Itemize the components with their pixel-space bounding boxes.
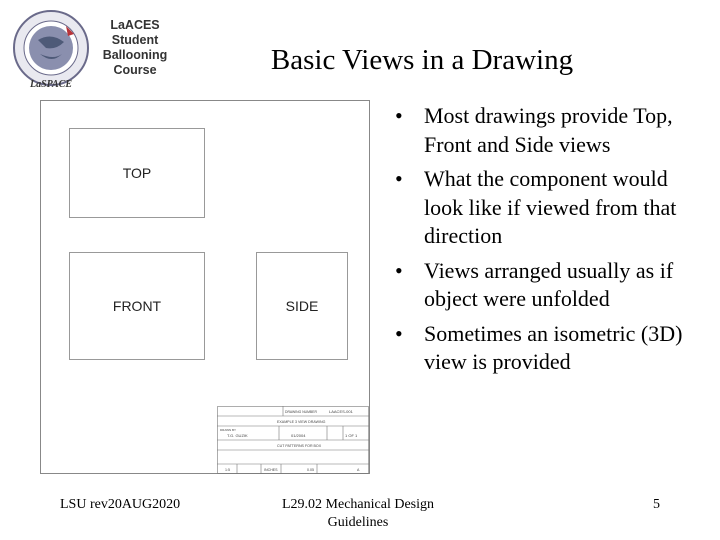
laaces-logo	[10, 8, 170, 92]
bullet-item: • What the component would look like if viewed from that direction	[392, 165, 692, 251]
size-value: A	[357, 468, 360, 472]
laspace-seal-icon	[10, 8, 92, 92]
footer-course-title: L29.02 Mechanical Design Guidelines	[281, 497, 434, 530]
front-view-label: FRONT	[112, 298, 162, 314]
tolerance-value: 0.05	[307, 468, 314, 472]
bullet-list	[392, 102, 692, 383]
title-block	[217, 406, 369, 474]
sheet-number: 1 OF 1	[345, 433, 358, 438]
drawing-title: EXAMPLE 3 VIEW DRAWING	[277, 420, 326, 424]
front-view	[69, 252, 205, 360]
drawing-number-label: DRAWING NUMBER	[285, 410, 317, 414]
bullet-item: • Sometimes an isometric (3D) view is provided	[392, 320, 692, 377]
drawing-number: LAACES-001	[329, 409, 353, 414]
logo-wordmark	[98, 18, 172, 78]
side-view	[256, 252, 348, 360]
slide-title: Basic Views in a Drawing	[270, 44, 574, 76]
scale-value: 1:5	[225, 468, 230, 472]
side-view-label: SIDE	[285, 298, 319, 314]
seal-caption: LaSPACE	[29, 79, 73, 90]
footer-revision: LSU rev20AUG2020	[60, 497, 181, 512]
material-note: CUT PATTERNS FOR BOX	[277, 444, 322, 448]
logo-line: Ballooning	[102, 48, 168, 62]
logo-line: Student	[111, 33, 159, 47]
drawn-by: T.G. GUZIK	[227, 433, 248, 438]
bullet-item: • Most drawings provide Top, Front and Side views	[392, 102, 692, 159]
logo-line: LaACES	[110, 18, 160, 32]
units-value: INCHES	[264, 468, 278, 472]
drawn-by-label: DRAWN BY	[220, 428, 237, 432]
logo-line: Course	[113, 63, 157, 77]
three-view-drawing	[40, 100, 370, 474]
bullet-item: • Views arranged usually as if object were unfolded	[392, 257, 692, 314]
page-number: 5	[653, 497, 660, 512]
top-view-label: TOP	[122, 165, 152, 181]
drawing-date: 01/2004	[291, 433, 306, 438]
top-view	[69, 128, 205, 218]
